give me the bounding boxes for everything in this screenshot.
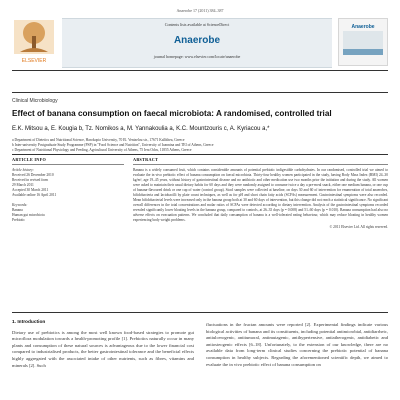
cover-title: Anaerobe: [351, 24, 375, 30]
article-info: [12, 157, 124, 307]
abstract: [133, 157, 388, 307]
abstract-text: Banana is a widely consumed fruit, which contains considerable amounts of potential prebiotic indigestible carbohydrates. In our randomised, controlled trial we aimed to evaluate the in vivo prebiotic effect of banana consumption on faecal microbiota. Thirty-four healthy women participated in the study, having Body Mass Index (BMI) 24–30 kg/m², age 19–45 years, without history of gastrointestinal disease and no antibiotic and other medication use two months prior the initiation and during the study. All women were asked to maintain their usual dietary habits for 60 days and they were randomly assigned to consume twice a day a pre-meal snack, either one medium banana, or one cup of banana-flavoured drink or one cup of water (control group). Stool samples were collected at baseline, on days 30 and 60 of intervention for enumeration of total anaerobes, bifidobacteria and lactobacilli by plate count techniques, as well as for pH and short chain fatty acids (SCFAs) measurement. Gastrointestinal symptoms were also recorded. Mean bifidobacterial levels were increased only in the banana group both at 30 and 60 days of intervention, but this change did not reach a statistical significance. No significant overall differences in the total concentrations and molar ratios of SCFAs were detected according to dietary intervention. Analysis of the gastrointestinal symptoms recorded revealed significantly lower bloating levels in the banana group, compared to controls, at 26–35 days (p = 0.008) and 51–60 days (p = 0.010). Banana consumption had also no adverse effects on evacuation patterns. We concluded that daily consumption of banana is a well-tolerated eating behaviour, which may reduce bloating in healthy women experiencing body weight problems.: [133, 168, 388, 222]
affiliation-a: a Department of Dietetics and Nutritional Science, Harokopio University, 70 El. Venizelou str., 17671 Kallithea, Greece: [12, 138, 185, 142]
running-header: Anaerobe 17 (2011) 384–387: [176, 8, 224, 13]
abstract-body: [133, 164, 388, 230]
publisher-name: ELSEVIER: [21, 58, 47, 64]
history-revised-date: 29 March 2011: [12, 183, 34, 187]
title-rule: [12, 92, 388, 93]
article-history: [12, 164, 124, 198]
history-revised: Received in revised form: [12, 178, 49, 182]
journal-banner: [62, 18, 332, 68]
intro-text: Dietary use of prebiotics is among the most well known food-based strategies to promote gut microflora modulation towards a health-promoting profile [1]. Prebiotics naturally occur in many plants and consumption of these natural sources is advantageous due to the lower financial cost compared to industrialised products, the better gastrointestinal tolerance and the beneficial effects highly aggregated with the associated intake of other nutrients, such as fibres, vitamins and minerals [2]. Such: [12, 329, 194, 368]
article-info-heading: ARTICLE INFO: [12, 157, 47, 162]
intro-heading: 1. Introduction: [12, 320, 46, 325]
intro-column: [12, 320, 194, 369]
header-rule: [12, 70, 388, 71]
article-title: Effect of banana consumption on faecal microbiota: A randomised, controlled trial: [12, 109, 332, 118]
abstract-rule: [12, 312, 388, 313]
keyword-prebiotic: Prebiotic: [12, 218, 25, 222]
elsevier-tree-icon: [12, 18, 56, 66]
right-column-text: fluctuations in the fructan amounts were reported [2]. Experimental findings indicate various biological activities of banana and its constituents, including potential antimicrobial, antidiarrheic, antiulcerogenic, antitumoral, antimutagenic, antihypertensive, antiatherogenic, antidiabetic and antiosteogenic effects [6–18]. Unfortunately, to the extension of our knowledge, there are no available data from long-term clinical studies concerning the prebiotic potential of banana consumption in healthy subjects. Regarding the aforementioned scientific depth, we aimed to evaluate the in vivo prebiotic effect of banana consumption on: [206, 322, 388, 367]
keyword-microbiota: Human gut microbiota: [12, 213, 45, 217]
history-received: Received 26 December 2010: [12, 173, 54, 177]
copyright-notice: © 2011 Elsevier Ltd. All rights reserved.: [329, 225, 388, 229]
journal-homepage[interactable]: journal homepage: www.elsevier.com/locate/anaerobe: [153, 54, 241, 59]
affiliations: [12, 138, 388, 153]
journal-name[interactable]: Anaerobe: [173, 35, 221, 46]
journal-cover-thumbnail: [338, 18, 388, 66]
info-rule: [12, 154, 388, 155]
affiliation-c: c Department of Nutritional Physiology and Feeding, Agricultural University of Athens, 75 Iera Odos, 11855 Athens, Greece: [12, 148, 192, 152]
availability-text: Contents lists available at ScienceDirect: [164, 22, 230, 27]
elsevier-logo[interactable]: [12, 18, 56, 66]
journal-header: [12, 18, 388, 68]
affiliation-b: b Inter-university Postgraduate Study Programme (PSP) in "Food Science and Nutrition", University of Ioannina and TEI of Athens, Greece: [12, 143, 214, 147]
abstract-heading: ABSTRACT: [133, 157, 159, 162]
cover-image-icon: [339, 19, 387, 65]
article-history-label: Article history:: [12, 168, 34, 172]
section-label: Clinical Microbiology: [12, 98, 58, 104]
keyword-banana: Banana: [12, 208, 23, 212]
history-online: Available online 16 April 2011: [12, 193, 57, 197]
right-column: [206, 322, 388, 368]
keywords: [12, 203, 124, 223]
keywords-label: Keywords:: [12, 203, 28, 207]
author-list: E.K. Mitsou a, E. Kougia b, Tz. Nomikos a, M. Yannakoulia a, K.C. Mountzouris c, A. Kyriacou a,*: [12, 126, 270, 132]
history-accepted: Accepted 30 March 2011: [12, 188, 49, 192]
